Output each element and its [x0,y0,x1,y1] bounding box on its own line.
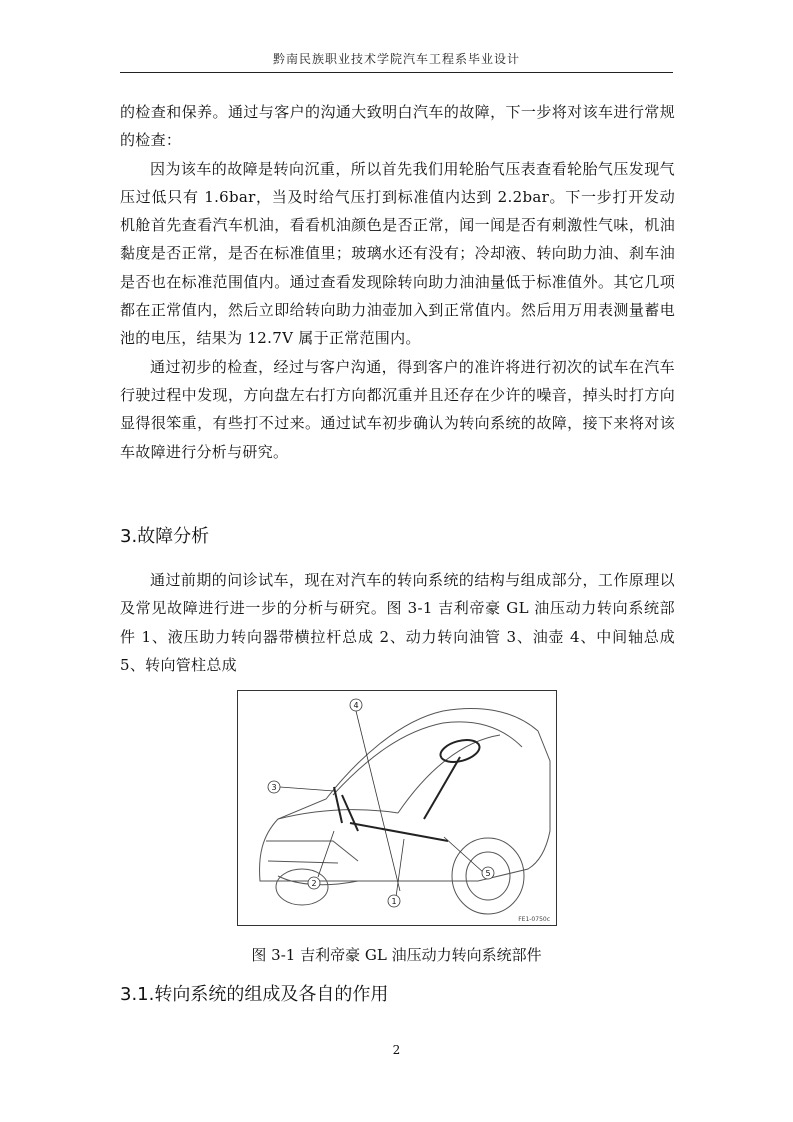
paragraph-3: 通过初步的检查，经过与客户沟通，得到客户的准许将进行初次的试车在汽车行驶过程中发现，方向盘左右打方向都沉重并且还存在少许的噪音，掉头时打方向显得很笨重，有些打不过来。通过试车初步确认为转向系统的故障，接下来将对该车故障进行分析与研究。 [120,357,675,461]
section-3-paragraph: 通过前期的问诊试车，现在对汽车的转向系统的结构与组成部分，工作原理以及常见故障进行进一步的分析与研究。图 3-1 吉利帝豪 GL 油压动力转向系统部件 1、液压助力转向器带横拉杆总成 2、动力转向油管 3、油壶 4、中间轴总成 5、转向管柱总成 [120,571,675,674]
figure-caption: 图 3-1 吉利帝豪 GL 油压动力转向系统部件 [251,946,542,964]
callout-label-1: 1 [391,897,397,906]
section-3-heading: 3.故障分析 [120,526,210,547]
page-number: 2 [392,1043,401,1057]
section-3-1-heading: 3.1.转向系统的组成及各自的作用 [120,984,389,1005]
header-rule [120,72,673,73]
intro-text-block [120,98,675,466]
paragraph-1: 的检查和保养。通过与客户的沟通大致明白汽车的故障，下一步将对该车进行常规的检查： [120,103,675,150]
figure-code: FE1-0750c [518,916,550,923]
callout-label-3: 3 [271,783,277,792]
callout-label-2: 2 [311,879,317,888]
car-steering-illustration [238,691,556,925]
figure-steering-system [237,690,557,926]
section-3-text [120,566,675,679]
callout-label-4: 4 [353,701,359,710]
paragraph-2: 因为该车的故障是转向沉重，所以首先我们用轮胎气压表查看轮胎气压发现气压过低只有 1.6bar，当及时给气压打到标准值内达到 2.2bar。下一步打开发动机舱首先查看汽车机油，看看机油颜色是否正常，闻一闻是否有刺激性气味，机油黏度是否正常，是否在标准值里；玻璃水还有没有；冷却液、转向助力油、刹车油是否也在标准范围值内。通过查看发现除转向助力油油量低于标准值外。其它几项都在正常值内，然后立即给转向助力油壶加入到正常值内。然后用万用表测量蓄电池的电压，结果为 12.7V 属于正常范围内。 [120,159,675,348]
callout-label-5: 5 [485,869,491,878]
header-title: 黔南民族职业技术学院汽车工程系毕业设计 [272,52,520,66]
